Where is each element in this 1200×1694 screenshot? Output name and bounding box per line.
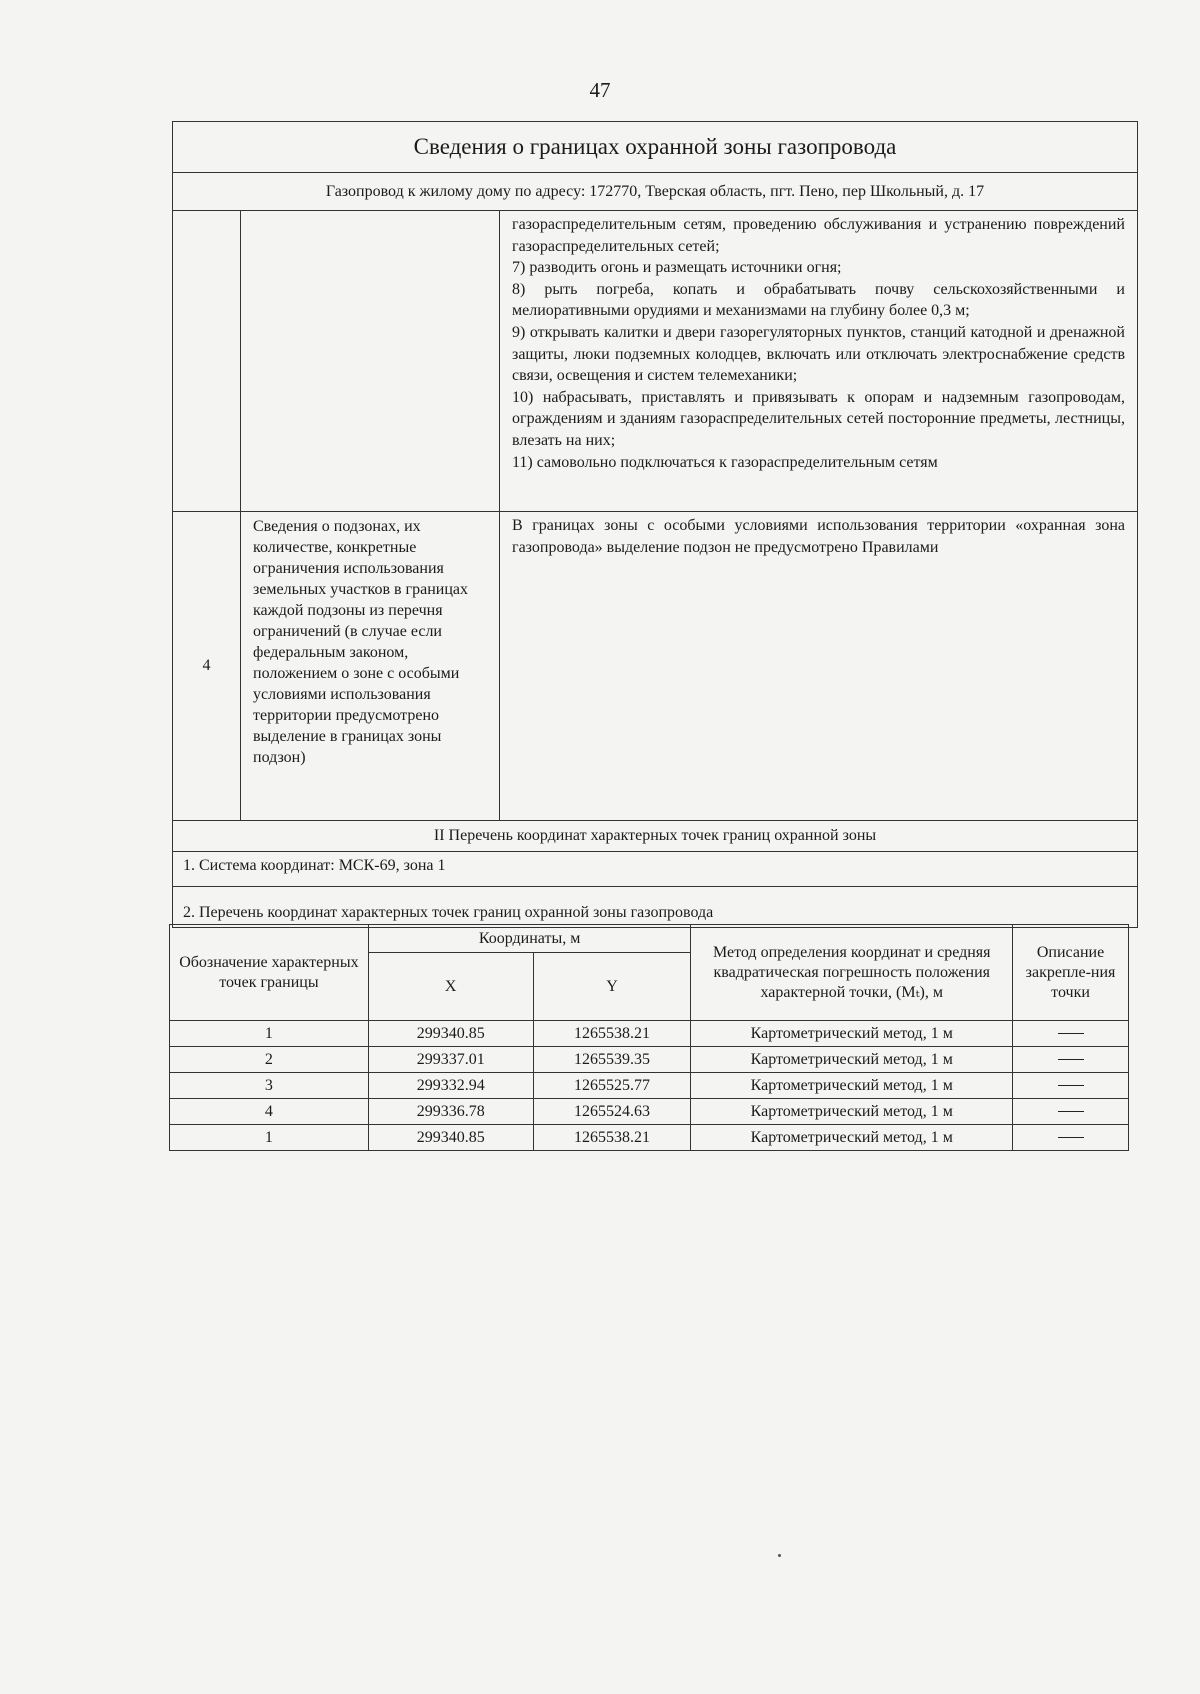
description-cell bbox=[1013, 1021, 1129, 1047]
y-cell: 1265524.63 bbox=[533, 1099, 691, 1125]
zone-info-frame bbox=[172, 121, 1138, 928]
restriction-line: 8) рыть погреба, копать и обрабатывать почву сельскохозяйственными и мелиоративными орудиями и механизмами на глубину более 0,3 м; bbox=[512, 280, 1125, 320]
header-y: Y bbox=[533, 953, 691, 1021]
point-cell: 3 bbox=[170, 1073, 369, 1099]
table-row bbox=[170, 1099, 1129, 1125]
table-row bbox=[170, 1047, 1129, 1073]
coordinate-system: 1. Система координат: МСК-69, зона 1 bbox=[173, 852, 1137, 887]
x-cell: 299340.85 bbox=[368, 1125, 533, 1151]
row-number-cell bbox=[173, 211, 241, 511]
method-cell: Картометрический метод, 1 м bbox=[691, 1073, 1013, 1099]
restriction-line: газораспределительным сетям, проведению обслуживания и устранению повреждений газораспределительных сетей; bbox=[512, 216, 1125, 255]
dash-icon bbox=[1058, 1085, 1084, 1086]
point-cell: 2 bbox=[170, 1047, 369, 1073]
header-coordinates: Координаты, м bbox=[368, 925, 691, 953]
point-cell: 1 bbox=[170, 1021, 369, 1047]
y-cell: 1265525.77 bbox=[533, 1073, 691, 1099]
y-cell: 1265538.21 bbox=[533, 1021, 691, 1047]
point-cell: 1 bbox=[170, 1125, 369, 1151]
method-cell: Картометрический метод, 1 м bbox=[691, 1021, 1013, 1047]
document-subtitle: Газопровод к жилому дому по адресу: 172770, Тверская область, пгт. Пено, пер Школьный, д. 17 bbox=[173, 173, 1137, 211]
table-row bbox=[170, 1021, 1129, 1047]
x-cell: 299340.85 bbox=[368, 1021, 533, 1047]
header-description: Описание закрепле-ния точки bbox=[1013, 925, 1129, 1021]
description-cell bbox=[1013, 1047, 1129, 1073]
restriction-line: 7) разводить огонь и размещать источники огня; bbox=[512, 259, 842, 277]
method-cell: Картометрический метод, 1 м bbox=[691, 1047, 1013, 1073]
x-cell: 299332.94 bbox=[368, 1073, 533, 1099]
table-row bbox=[170, 1073, 1129, 1099]
header-method: Метод определения координат и средняя квадратическая погрешность положения характерной точки, (Mₜ), м bbox=[691, 925, 1013, 1021]
y-cell: 1265539.35 bbox=[533, 1047, 691, 1073]
restriction-line: 9) открывать калитки и двери газорегуляторных пунктов, станций катодной и дренажной защиты, люки подземных колодцев, включать или отключать электроснабжение средств связи, освещения и систем телемеханики; bbox=[512, 323, 1125, 385]
document-title: Сведения о границах охранной зоны газопровода bbox=[173, 122, 1137, 173]
dash-icon bbox=[1058, 1111, 1084, 1112]
subzones-text: В границах зоны с особыми условиями использования территории «охранная зона газопровода» выделение подзон не предусмотрено Правилами bbox=[512, 517, 1125, 556]
restriction-line: 10) набрасывать, приставлять и привязывать к опорам и надземным газопроводам, ограждениям и зданиям газораспределительных сетей посторонние предметы, лестницы, влезать на них; bbox=[512, 388, 1125, 449]
table-row bbox=[170, 1125, 1129, 1151]
restrictions-row-continued bbox=[173, 211, 1137, 512]
description-cell bbox=[1013, 1099, 1129, 1125]
method-cell: Картометрический метод, 1 м bbox=[691, 1099, 1013, 1125]
y-cell: 1265538.21 bbox=[533, 1125, 691, 1151]
row-number: 4 bbox=[173, 512, 241, 820]
dash-icon bbox=[1058, 1137, 1084, 1138]
scan-dot bbox=[778, 1554, 781, 1557]
restrictions-text bbox=[500, 211, 1137, 511]
header-x: X bbox=[368, 953, 533, 1021]
page-number: 47 bbox=[589, 78, 611, 102]
subzones-row bbox=[173, 512, 1137, 821]
coordinates-table bbox=[169, 924, 1129, 1151]
method-cell: Картометрический метод, 1 м bbox=[691, 1125, 1013, 1151]
description-cell bbox=[1013, 1125, 1129, 1151]
row-name-cell bbox=[241, 211, 500, 511]
dash-icon bbox=[1058, 1033, 1084, 1034]
x-cell: 299336.78 bbox=[368, 1099, 533, 1125]
restriction-line: 11) самовольно подключаться к газораспределительным сетям bbox=[512, 453, 938, 471]
subzones-label: Сведения о подзонах, их количестве, конкретные ограничения использования земельных участков в границах каждой подзоны из перечня ограничений (в случае если федеральным законом, положением о зоне с особыми условиями использования территории предусмотрено выделение в границах зоны подзон) bbox=[241, 512, 500, 820]
coordinate-list-title: 2. Перечень координат характерных точек границ охранной зоны газопровода bbox=[183, 904, 714, 921]
description-cell bbox=[1013, 1073, 1129, 1099]
section-2-title: II Перечень координат характерных точек границ охранной зоны bbox=[173, 821, 1137, 852]
x-cell: 299337.01 bbox=[368, 1047, 533, 1073]
dash-icon bbox=[1058, 1059, 1084, 1060]
point-cell: 4 bbox=[170, 1099, 369, 1125]
header-designation: Обозначение характерных точек границы bbox=[170, 925, 369, 1021]
